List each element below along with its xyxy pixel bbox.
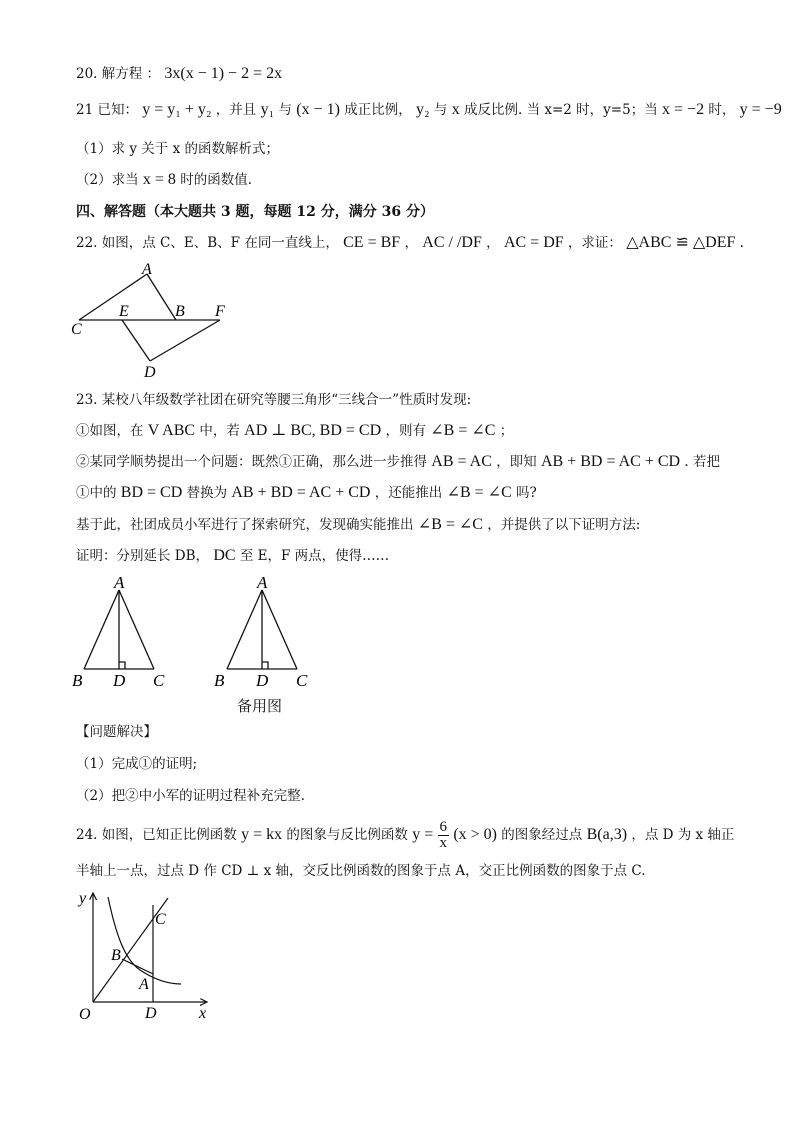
- q21-y1: y₁: [260, 101, 275, 118]
- q23-l3-m3: ∠B = ∠C: [446, 484, 512, 501]
- segment-BA: [122, 959, 153, 974]
- q23-l1-triangle: V ABC: [147, 422, 196, 439]
- q21-text-1: 已知：: [97, 102, 138, 118]
- q21-y2: y₂: [416, 101, 430, 118]
- label-C: C: [71, 321, 82, 338]
- q23-sub1: （1）完成①的证明;: [76, 756, 198, 772]
- q23-l3-b: 替换为: [186, 485, 228, 501]
- q21-number: 21: [76, 102, 94, 118]
- q21-text-6: 成反比例. 当 x=2 时，y=5；当: [464, 102, 658, 118]
- q23-l1-d: ；: [499, 423, 514, 439]
- q24-fraction-den: x: [439, 835, 448, 851]
- q23-l5-b: 至 E，F 两点，使得……: [239, 548, 390, 564]
- q23-l1-c: ，则有: [385, 423, 426, 439]
- q23-l2-b: ，即知: [496, 454, 537, 470]
- q21-text-4: 成正比例，: [344, 102, 412, 118]
- q22-conclusion: △ABC ≌ △DEF: [626, 234, 736, 251]
- q23-main-label-D: D: [113, 671, 126, 690]
- label-E: E: [119, 303, 129, 320]
- q24-line-2: 半轴上一点，过点 D 作 CD ⊥ x 轴，交反比例函数的图象于点 A，交正比例函数的图象于点 C.: [76, 863, 646, 879]
- q22-comma2: ，: [486, 235, 500, 251]
- q23-l1-cond: AD ⊥ BC, BD = CD: [244, 422, 382, 439]
- q21-text-7: 时，: [708, 102, 736, 118]
- graph-label-C: C: [155, 911, 166, 928]
- q21-eq1: y = y₁ + y₂: [142, 101, 212, 118]
- graph-label-B: B: [111, 947, 121, 964]
- q23-l3-c: ，还能推出: [374, 485, 443, 501]
- q20-equation: 3x(x − 1) − 2 = 2x: [164, 65, 283, 82]
- q22-cond1: CE = BF: [343, 234, 401, 251]
- spare-figure-caption: 备用图: [237, 697, 283, 715]
- graph-label-x: x: [199, 1005, 207, 1022]
- q23-l4-b: ，并提供了以下证明方法:: [487, 517, 641, 533]
- q23-problem-title: 【问题解决】: [76, 724, 157, 740]
- label-B: B: [175, 303, 185, 320]
- q21-xm1: (x − 1): [296, 101, 340, 118]
- inverse-curve: [108, 897, 181, 984]
- q21-sub2-eq: x = 8: [142, 171, 176, 188]
- q23-l1-a: ①如图，在: [76, 423, 144, 439]
- q24-l1-m1: y = kx: [241, 826, 283, 843]
- q23-l3-a: ①中的: [76, 485, 117, 501]
- q23-main-label-C: C: [153, 671, 165, 690]
- graph-label-O: O: [79, 1006, 91, 1023]
- q23-spare-label-D: D: [256, 671, 269, 690]
- q23-l2-m2: AB + BD = AC + CD: [540, 453, 681, 470]
- q23-l4-m: ∠B = ∠C: [417, 516, 483, 533]
- q23-l2-c: . 若把: [684, 454, 720, 470]
- q22-cond2: AC / /DF: [422, 234, 482, 251]
- graph-label-D: D: [145, 1005, 157, 1022]
- q23-l5-m: DC: [213, 547, 236, 564]
- q24-l1-a: 24. 如图，已知正比例函数: [76, 827, 237, 843]
- q24-l1-b: 的图象与反比例函数: [286, 827, 408, 843]
- q21-x: x: [451, 101, 460, 118]
- q23-l1-b: 中，若: [199, 423, 240, 439]
- q21-text-5: 与: [433, 102, 448, 118]
- section-title: 四、解答题（本大题共 3 题，每题 12 分，满分 36 分）: [76, 204, 434, 220]
- q24-l1-c: 的图象经过点: [501, 827, 583, 843]
- q22-text-b: ，求证：: [567, 235, 622, 251]
- q23-main-label-A: A: [114, 573, 125, 592]
- q21-eq3: y = −9: [739, 101, 782, 118]
- q23-l5-a: 证明：分别延长 DB，: [76, 548, 210, 564]
- q23-l3-d: 吗?: [516, 485, 537, 501]
- q21-text-3: 与: [278, 102, 292, 118]
- q22-end: .: [739, 235, 744, 251]
- q23-spare-label-C: C: [296, 671, 308, 690]
- q23-main-label-B: B: [72, 671, 83, 690]
- q23-spare-label-B: B: [214, 671, 225, 690]
- q21-eq2: x = −2: [662, 101, 705, 118]
- q23-sub2: （2）把②中小军的证明过程补充完整.: [76, 788, 305, 804]
- q23-intro: 23. 某校八年级数学社团在研究等腰三角形“三线合一”性质时发现:: [76, 392, 472, 408]
- q22-cond3: AC = DF: [503, 234, 564, 251]
- q22-comma1: ，: [404, 235, 418, 251]
- q24-l1-cond: (x > 0): [453, 826, 497, 843]
- q24-l1-d: ，点 D 为 x 轴正: [631, 827, 735, 843]
- q24-fraction-num: 6: [439, 819, 448, 835]
- q23-l2-m1: AB = AC: [431, 453, 492, 470]
- label-D: D: [144, 364, 156, 381]
- graph-label-A: A: [139, 976, 149, 993]
- q22-text-a: 22. 如图，点 C、E、B、F 在同一直线上，: [76, 235, 339, 251]
- q21-sub1: （1）求 y 关于 x 的函数解析式；: [76, 141, 279, 157]
- graph-label-y: y: [79, 890, 87, 907]
- q23-l2-a: ②某同学顺势提出一个问题：既然①正确，那么进一步推得: [76, 454, 427, 470]
- q20-prefix: 20. 解方程 ：: [76, 66, 161, 82]
- label-F: F: [215, 303, 225, 320]
- q24-l1-y: y =: [412, 826, 434, 843]
- q23-l4-a: 基于此，社团成员小军进行了探索研究，发现确实能推出: [76, 517, 414, 533]
- q23-l1-concl: ∠B = ∠C: [430, 422, 496, 439]
- q24-l1-point: B(a,3): [586, 826, 628, 843]
- q23-l3-m2: AB + BD = AC + CD: [231, 484, 371, 501]
- q21-sub2-text-a: （2）求当: [76, 172, 139, 188]
- label-A: A: [142, 261, 152, 278]
- q23-spare-label-A: A: [257, 573, 268, 592]
- q21-sub2-text-b: 时的函数值.: [180, 172, 253, 188]
- q23-l3-m1: BD = CD: [120, 484, 183, 501]
- q21-text-2: ，并且: [215, 102, 257, 118]
